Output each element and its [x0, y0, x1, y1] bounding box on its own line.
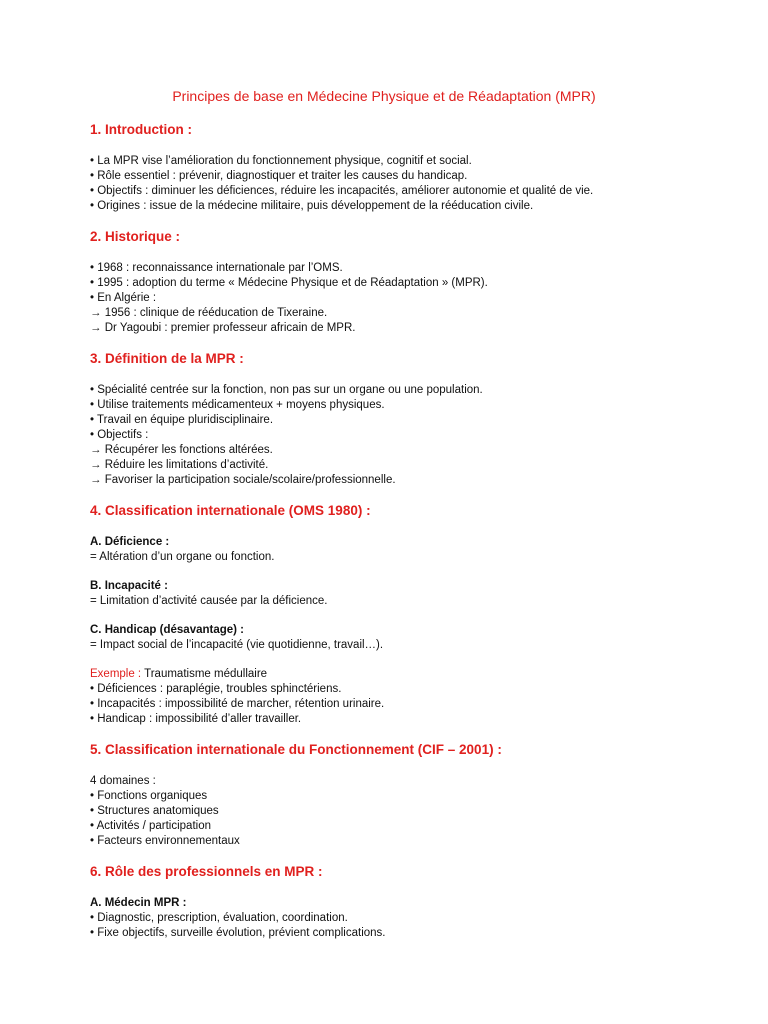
list-item: • En Algérie :	[90, 292, 157, 304]
list-item: • Origines : issue de la médecine militaire, puis développement de la rééducation civile.	[90, 200, 534, 212]
example-line	[90, 667, 710, 682]
intro-text: 4 domaines :	[90, 775, 156, 787]
list-item: • 1968 : reconnaissance internationale par l’OMS.	[90, 262, 343, 274]
list-item: • Structures anatomiques	[90, 805, 219, 817]
list-item: → Récupérer les fonctions altérées.	[90, 444, 273, 456]
list-item: • 1995 : adoption du terme « Médecine Physique et de Réadaptation » (MPR).	[90, 277, 488, 289]
list-item: → Dr Yagoubi : premier professeur africain de MPR.	[90, 322, 356, 334]
list-item: • Déficiences : paraplégie, troubles sphinctériens.	[90, 683, 342, 695]
list-item: • Diagnostic, prescription, évaluation, coordination.	[90, 912, 348, 924]
list-item: • La MPR vise l’amélioration du fonctionnement physique, cognitif et social.	[90, 155, 472, 167]
list-item: • Rôle essentiel : prévenir, diagnostiquer et traiter les causes du handicap.	[90, 170, 468, 182]
section-heading-role-professionnels: 6. Rôle des professionnels en MPR :	[90, 864, 323, 879]
definition-text: = Impact social de l’incapacité (vie quotidienne, travail…).	[90, 639, 384, 651]
section-heading-classification-oms: 4. Classification internationale (OMS 1980) :	[90, 503, 371, 518]
list-item: • Objectifs :	[90, 429, 149, 441]
definition-text: = Limitation d’activité causée par la déficience.	[90, 595, 328, 607]
list-item: • Activités / participation	[90, 820, 211, 832]
list-item: → 1956 : clinique de rééducation de Tixeraine.	[90, 307, 328, 319]
list-item: • Facteurs environnementaux	[90, 835, 240, 847]
subheading-handicap: C. Handicap (désavantage) :	[90, 624, 245, 636]
list-item: • Spécialité centrée sur la fonction, non pas sur un organe ou une population.	[90, 384, 483, 396]
section-heading-cif: 5. Classification internationale du Fonctionnement (CIF – 2001) :	[90, 742, 502, 757]
section-heading-definition: 3. Définition de la MPR :	[90, 351, 244, 366]
list-item: • Handicap : impossibilité d’aller travailler.	[90, 713, 302, 725]
list-item: • Fonctions organiques	[90, 790, 208, 802]
subheading-deficience: A. Déficience :	[90, 536, 170, 548]
subheading-incapacite: B. Incapacité :	[90, 580, 168, 592]
section-heading-introduction: 1. Introduction :	[90, 122, 192, 137]
document-body	[90, 121, 710, 941]
document-title: Principes de base en Médecine Physique et de Réadaptation (MPR)	[172, 88, 596, 104]
list-item: • Fixe objectifs, surveille évolution, prévient complications.	[90, 927, 386, 939]
list-item: → Favoriser la participation sociale/scolaire/professionnelle.	[90, 474, 396, 486]
definition-text: = Altération d’un organe ou fonction.	[90, 551, 275, 563]
subheading-medecin: A. Médecin MPR :	[90, 897, 187, 909]
list-item: • Incapacités : impossibilité de marcher, rétention urinaire.	[90, 698, 385, 710]
section-heading-historique: 2. Historique :	[90, 229, 181, 244]
list-item: • Objectifs : diminuer les déficiences, réduire les incapacités, améliorer autonomie et qualité de vie.	[90, 185, 594, 197]
list-item: • Travail en équipe pluridisciplinaire.	[90, 414, 274, 426]
example-label: Exemple :	[90, 668, 142, 680]
list-item: → Réduire les limitations d’activité.	[90, 459, 269, 471]
example-text: Traumatisme médullaire	[141, 668, 268, 680]
list-item: • Utilise traitements médicamenteux + moyens physiques.	[90, 399, 385, 411]
